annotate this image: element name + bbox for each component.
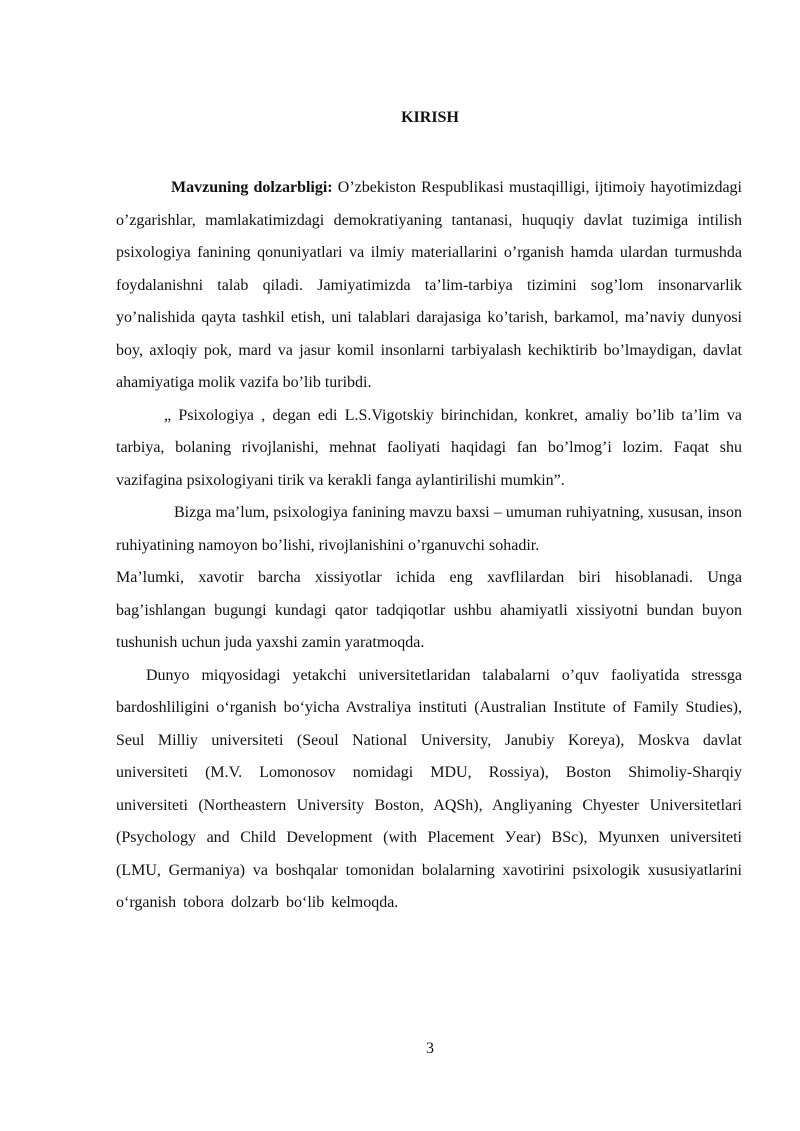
paragraph-psychology-subject: Bizga ma’lum, psixologiya fanining mavzu baxsi – umuman ruhiyatning, xususan, inson ruhiyatining namoyon bo’lishi, rivojlanishini o’rganuvchi sohadir. <box>116 504 742 554</box>
page-number: 3 <box>426 1040 434 1057</box>
paragraph-anxiety: Ma’lumki, xavotir barcha xissiyotlar ichida eng xavflilardan biri hisoblanadi. Unga bag’ishlangan bugungi kundagi qator tadqiqotlar ushbu ahamiyatli xissiyotni bundan buyon tushunish uchun juda yaxshi zamin yaratmoqda. <box>116 569 742 651</box>
paragraph-relevance <box>116 172 742 400</box>
page-title: KIRISH <box>401 109 459 126</box>
paragraph-lead: Mavzuning dolzarbligi: <box>171 179 333 196</box>
document-body <box>116 172 742 920</box>
paragraph-universities: Dunyo miqyosidagi yetakchi universitetlaridan talabalarni o’quv faoliyatida stressga bardoshliligini o‘rganish bo‘yicha Avstraliya instituti (Australian Institute of Family Studies), Seul Milliy universiteti (Seoul National University, Janubiy Koreya), Moskva davlat universiteti (M.V. Lomonosov nomidagi MDU, Rossiya), Boston Shimoliy-Sharqiy universiteti (Northeastern University Boston, AQSh), Angliyaning Chyester Universitetlari (Psychology and Child Development (with Placement Уear) BSc), Myunxen universiteti (LMU, Germaniya) va boshqalar tomonidan bolalarning xavotirini psixologik xususiyatlarini o‘rganish tobora dolzarb bo‘lib kelmoqda. <box>116 666 742 911</box>
paragraph-text: O’zbekiston Respublikasi mustaqilligi, ijtimoiy hayotimizdagi o’zgarishlar, mamlakatimizdagi demokratiyaning tantanasi, huquqiy davlat tuzimiga intilish psixologiya fanining qonuniyatlari va ilmiy materiallarini o’rganish hamda ulardan turmushda foydalanishni talab qiladi. Jamiyatimizda ta’lim-tarbiya tizimini sog’lom insonarvarlik yo’nalishida qayta tashkil etish, uni talablari darajasiga ko’tarish, barkamol, ma’naviy dunyosi boy, axloqiy pok, mard va jasur komil insonlarni tarbiyalash kechiktirib bo’lmaydigan, davlat ahamiyatiga molik vazifa bo’lib turibdi. <box>116 179 742 391</box>
paragraph-vigotskiy-quote: „ Psixologiya , degan edi L.S.Vigotskiy birinchidan, konkret, amaliy bo’lib ta’lim va tarbiya, bolaning rivojlanishi, mehnat faoliyati haqidagi fan bo’lmog’i lozim. Faqat shu vazifagina psixologiyani tirik va kerakli fanga aylantirilishi mumkin”. <box>116 406 742 489</box>
